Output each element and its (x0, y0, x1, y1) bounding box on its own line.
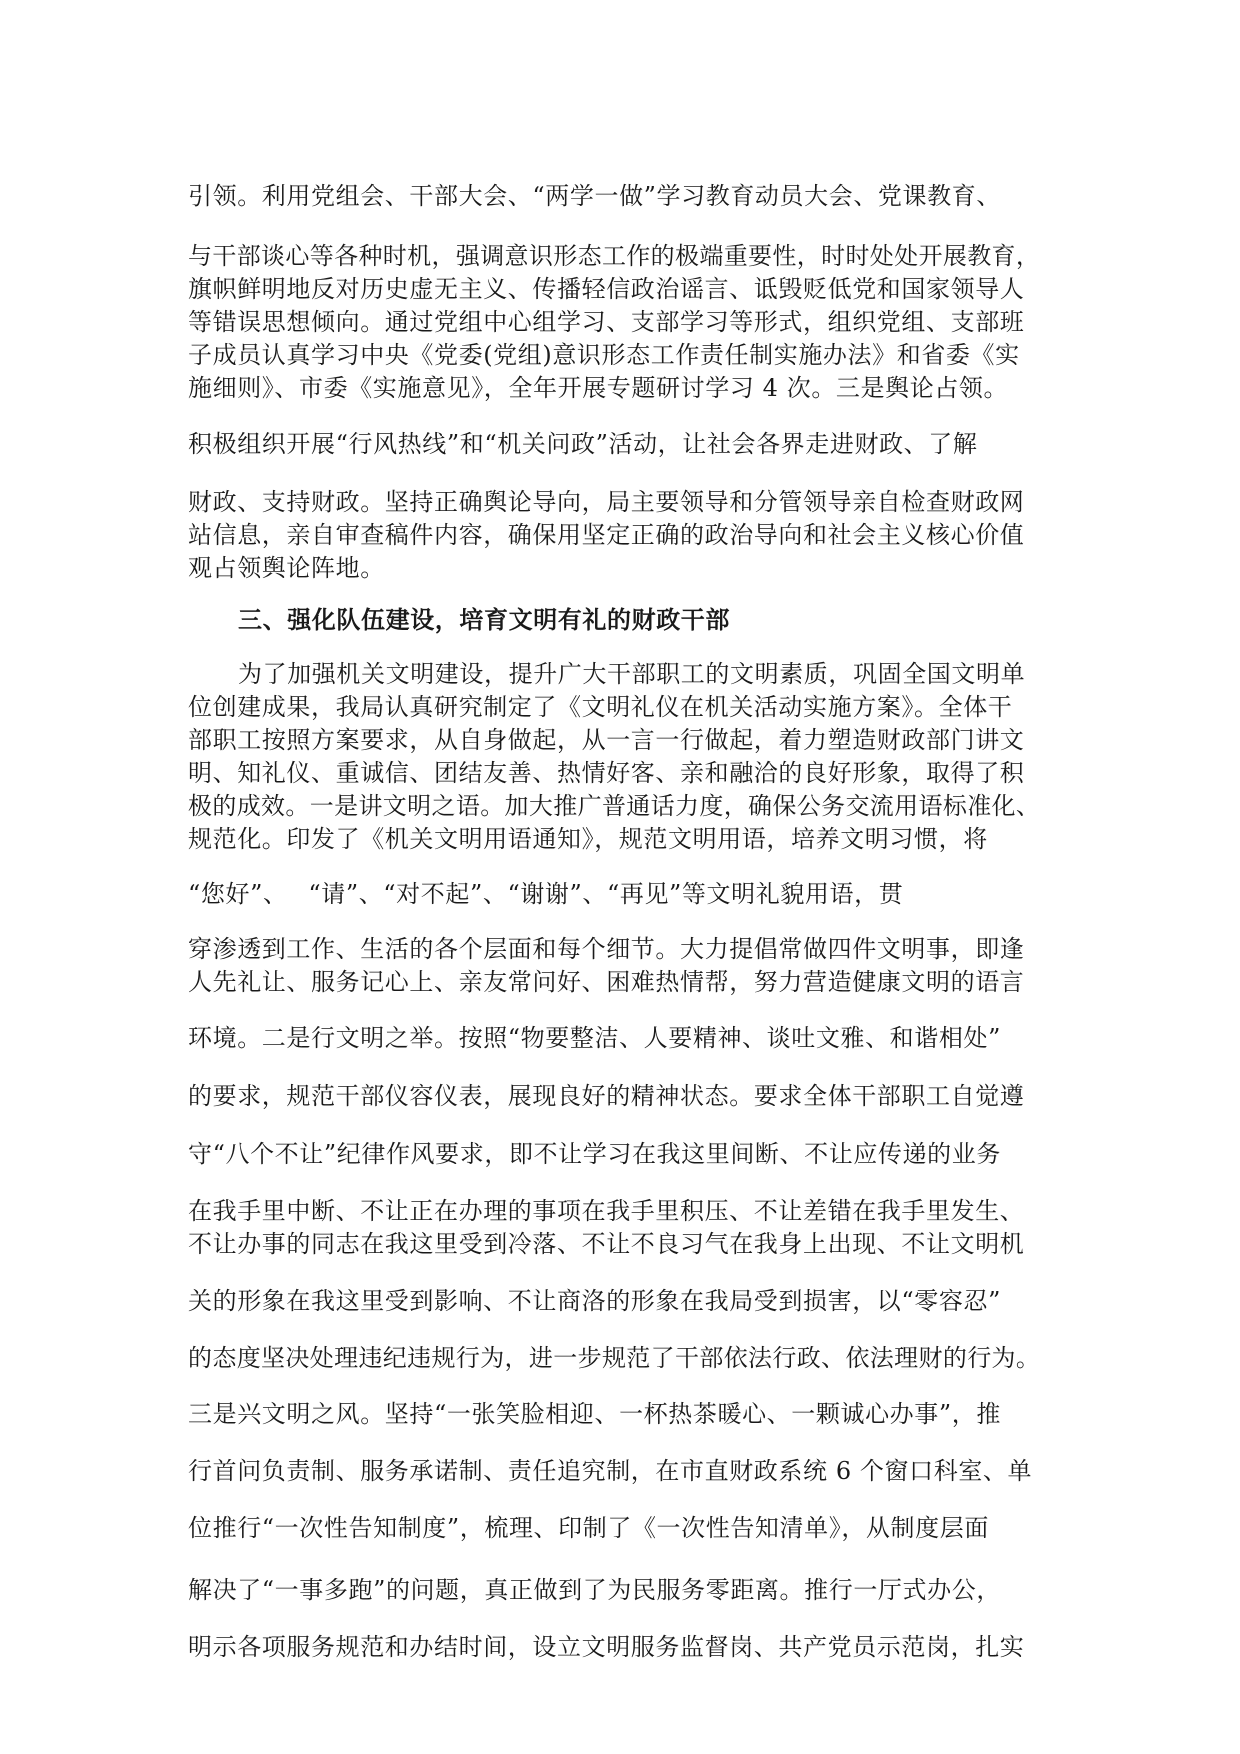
text-line: 引领。利用党组会、干部大会、“两学一做”学习教育动员大会、党课教育、 (188, 182, 1001, 210)
text-line: 明示各项服务规范和办结时间，设立文明服务监督岗、共产党员示范岗，扎实 (188, 1633, 1025, 1661)
text-line: 规范化。印发了《机关文明用语通知》，规范文明用语，培养文明习惯，将 (188, 825, 988, 853)
text-line: 观占领舆论阵地。 (188, 554, 385, 582)
text-line: 的要求，规范干部仪容仪表，展现良好的精神状态。要求全体干部职工自觉遵 (188, 1082, 1025, 1110)
text-line: “您好”、 “请”、“对不起”、“谢谢”、“再见”等文明礼貌用语，贯 (188, 880, 904, 908)
text-line: 位创建成果，我局认真研究制定了《文明礼仪在机关活动实施方案》。全体干 (188, 693, 1013, 721)
text-line: 环境。二是行文明之举。按照“物要整洁、人要精神、谈吐文雅、和谐相处” (188, 1024, 1001, 1052)
text-line: 行首问负责制、服务承诺制、责任追究制，在市直财政系统 6 个窗口科室、单 (188, 1457, 1033, 1485)
text-line: 旗帜鲜明地反对历史虚无主义、传播轻信政治谣言、诋毁贬低党和国家领导人 (188, 275, 1025, 303)
text-line: 守“八个不让”纪律作风要求，即不让学习在我这里间断、不让应传递的业务 (188, 1140, 1001, 1168)
text-line: 站信息，亲自审查稿件内容，确保用坚定正确的政治导向和社会主义核心价值 (188, 521, 1025, 549)
text-line: 等错误思想倾向。通过党组中心组学习、支部学习等形式，组织党组、支部班 (188, 308, 1025, 336)
text-line: 不让办事的同志在我这里受到冷落、不让不良习气在我身上出现、不让文明机 (188, 1230, 1025, 1258)
text-line: 三是兴文明之风。坚持“一张笑脸相迎、一杯热茶暖心、一颗诚心办事”，推 (188, 1400, 1001, 1428)
text-line: 为了加强机关文明建设，提升广大干部职工的文明素质，巩固全国文明单 (238, 660, 1026, 688)
text-line: 施细则》、市委《实施意见》，全年开展专题研讨学习 4 次。三是舆论占领。 (188, 374, 1009, 402)
text-line: 极的成效。一是讲文明之语。加大推广普通话力度，确保公务交流用语标准化、 (188, 792, 1041, 820)
text-line: 部职工按照方案要求，从自身做起，从一言一行做起，着力塑造财政部门讲文 (188, 726, 1025, 754)
text-line: 财政、支持财政。坚持正确舆论导向，局主要领导和分管领导亲自检查财政网 (188, 488, 1025, 516)
section-heading: 三、强化队伍建设，培育文明有礼的财政干部 (238, 605, 730, 634)
text-line: 明、知礼仪、重诚信、团结友善、热情好客、亲和融洽的良好形象，取得了积 (188, 759, 1025, 787)
text-line: 在我手里中断、不让正在办理的事项在我手里积压、不让差错在我手里发生、 (188, 1197, 1025, 1225)
text-line: 子成员认真学习中央《党委(党组)意识形态工作责任制实施办法》和省委《实 (188, 341, 1020, 369)
text-line: 解决了“一事多跑”的问题，真正做到了为民服务零距离。推行一厅式办公， (188, 1576, 1001, 1604)
text-line: 与干部谈心等各种时机，强调意识形态工作的极端重要性，时时处处开展教育， (188, 242, 1041, 270)
text-line: 的态度坚决处理违纪违规行为，进一步规范了干部依法行政、依法理财的行为。 (188, 1344, 1041, 1372)
text-line: 位推行“一次性告知制度”，梳理、印制了《一次性告知清单》，从制度层面 (188, 1514, 989, 1542)
text-line: 积极组织开展“行风热线”和“机关问政”活动，让社会各界走进财政、了解 (188, 430, 978, 458)
text-line: 关的形象在我这里受到影响、不让商洛的形象在我局受到损害，以“零容忍” (188, 1287, 1001, 1315)
text-line: 人先礼让、服务记心上、亲友常问好、困难热情帮，努力营造健康文明的语言 (188, 968, 1025, 996)
text-line: 穿渗透到工作、生活的各个层面和每个细节。大力提倡常做四件文明事，即逢 (188, 935, 1025, 963)
